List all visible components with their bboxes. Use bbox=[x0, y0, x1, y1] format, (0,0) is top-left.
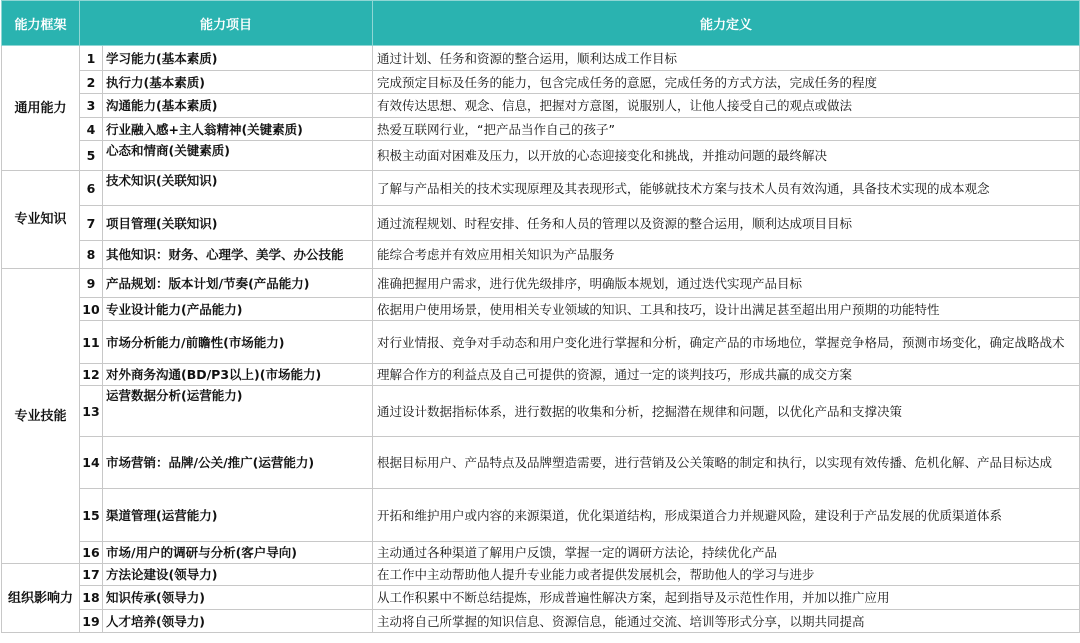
table-row bbox=[2, 171, 1080, 206]
definition-cell: 主动将自己所掌握的知识信息、资源信息，能通过交流、培训等形式分享，以期共同提高 bbox=[373, 610, 1080, 633]
definition-cell: 主动通过各种渠道了解用户反馈，掌握一定的调研方法论，持续优化产品 bbox=[373, 542, 1080, 564]
header-framework: 能力框架 bbox=[2, 1, 80, 46]
table-row bbox=[2, 71, 1080, 94]
item-cell: 市场分析能力/前瞻性(市场能力) bbox=[103, 321, 373, 364]
definition-cell: 通过计划、任务和资源的整合运用，顺利达成工作目标 bbox=[373, 46, 1080, 71]
definition-cell: 理解合作方的利益点及自己可提供的资源，通过一定的谈判技巧，形成共赢的成交方案 bbox=[373, 364, 1080, 386]
table-row bbox=[2, 206, 1080, 241]
table-row bbox=[2, 46, 1080, 71]
item-cell: 沟通能力(基本素质) bbox=[103, 94, 373, 118]
item-cell: 专业设计能力(产品能力) bbox=[103, 298, 373, 321]
header-item: 能力项目 bbox=[80, 1, 373, 46]
item-cell: 人才培养(领导力) bbox=[103, 610, 373, 633]
row-number: 8 bbox=[80, 241, 103, 269]
row-number: 13 bbox=[80, 386, 103, 437]
item-cell: 产品规划：版本计划/节奏(产品能力) bbox=[103, 269, 373, 298]
definition-cell: 根据目标用户、产品特点及品牌塑造需要，进行营销及公关策略的制定和执行，以实现有效传播、危机化解、产品目标达成 bbox=[373, 437, 1080, 489]
definition-cell: 开拓和维护用户或内容的来源渠道，优化渠道结构，形成渠道合力并规避风险，建设利于产品发展的优质渠道体系 bbox=[373, 489, 1080, 542]
definition-cell: 在工作中主动帮助他人提升专业能力或者提供发展机会，帮助他人的学习与进步 bbox=[373, 564, 1080, 586]
item-cell: 市场/用户的调研与分析(客户导向) bbox=[103, 542, 373, 564]
framework-cell-general: 通用能力 bbox=[2, 46, 80, 171]
definition-cell: 准确把握用户需求，进行优先级排序，明确版本规划，通过迭代实现产品目标 bbox=[373, 269, 1080, 298]
table-row bbox=[2, 241, 1080, 269]
row-number: 1 bbox=[80, 46, 103, 71]
definition-cell: 有效传达思想、观念、信息，把握对方意图，说服别人，让他人接受自己的观点或做法 bbox=[373, 94, 1080, 118]
item-cell: 市场营销：品牌/公关/推广(运营能力) bbox=[103, 437, 373, 489]
item-cell: 对外商务沟通(BD/P3以上)(市场能力) bbox=[103, 364, 373, 386]
item-cell: 运营数据分析(运营能力) bbox=[103, 386, 373, 437]
definition-cell: 积极主动面对困难及压力，以开放的心态迎接变化和挑战，并推动问题的最终解决 bbox=[373, 141, 1080, 171]
item-cell: 知识传承(领导力) bbox=[103, 586, 373, 610]
row-number: 10 bbox=[80, 298, 103, 321]
item-cell: 项目管理(关联知识) bbox=[103, 206, 373, 241]
table-row bbox=[2, 386, 1080, 437]
row-number: 11 bbox=[80, 321, 103, 364]
item-cell: 技术知识(关联知识) bbox=[103, 171, 373, 206]
framework-cell-influence: 组织影响力 bbox=[2, 564, 80, 633]
header-row bbox=[2, 1, 1080, 46]
item-cell: 行业融入感+主人翁精神(关键素质) bbox=[103, 118, 373, 141]
definition-cell: 热爱互联网行业，“把产品当作自己的孩子” bbox=[373, 118, 1080, 141]
table-row bbox=[2, 141, 1080, 171]
row-number: 3 bbox=[80, 94, 103, 118]
table-row bbox=[2, 321, 1080, 364]
row-number: 15 bbox=[80, 489, 103, 542]
competency-table bbox=[1, 0, 1080, 633]
row-number: 17 bbox=[80, 564, 103, 586]
row-number: 14 bbox=[80, 437, 103, 489]
table-row bbox=[2, 269, 1080, 298]
row-number: 12 bbox=[80, 364, 103, 386]
table-row bbox=[2, 586, 1080, 610]
row-number: 16 bbox=[80, 542, 103, 564]
definition-cell: 了解与产品相关的技术实现原理及其表现形式，能够就技术方案与技术人员有效沟通，具备技术实现的成本观念 bbox=[373, 171, 1080, 206]
item-cell: 其他知识：财务、心理学、美学、办公技能 bbox=[103, 241, 373, 269]
row-number: 18 bbox=[80, 586, 103, 610]
item-cell: 渠道管理(运营能力) bbox=[103, 489, 373, 542]
item-cell: 方法论建设(领导力) bbox=[103, 564, 373, 586]
definition-cell: 通过设计数据指标体系，进行数据的收集和分析，挖掘潜在规律和问题，以优化产品和支撑决策 bbox=[373, 386, 1080, 437]
header-definition: 能力定义 bbox=[373, 1, 1080, 46]
framework-cell-skills: 专业技能 bbox=[2, 269, 80, 564]
table-row bbox=[2, 610, 1080, 633]
table-row bbox=[2, 298, 1080, 321]
table-row bbox=[2, 489, 1080, 542]
definition-cell: 能综合考虑并有效应用相关知识为产品服务 bbox=[373, 241, 1080, 269]
item-cell: 心态和情商(关键素质) bbox=[103, 141, 373, 171]
definition-cell: 从工作积累中不断总结提炼，形成普遍性解决方案，起到指导及示范性作用，并加以推广应用 bbox=[373, 586, 1080, 610]
table-row bbox=[2, 118, 1080, 141]
framework-cell-knowledge: 专业知识 bbox=[2, 171, 80, 269]
row-number: 19 bbox=[80, 610, 103, 633]
definition-cell: 对行业情报、竞争对手动态和用户变化进行掌握和分析，确定产品的市场地位，掌握竞争格局，预测市场变化，确定战略战术 bbox=[373, 321, 1080, 364]
item-cell: 执行力(基本素质) bbox=[103, 71, 373, 94]
table-row bbox=[2, 437, 1080, 489]
row-number: 7 bbox=[80, 206, 103, 241]
definition-cell: 通过流程规划、时程安排、任务和人员的管理以及资源的整合运用，顺利达成项目目标 bbox=[373, 206, 1080, 241]
row-number: 5 bbox=[80, 141, 103, 171]
row-number: 2 bbox=[80, 71, 103, 94]
row-number: 9 bbox=[80, 269, 103, 298]
table-row bbox=[2, 542, 1080, 564]
table-row bbox=[2, 564, 1080, 586]
table-row bbox=[2, 364, 1080, 386]
row-number: 4 bbox=[80, 118, 103, 141]
definition-cell: 依据用户使用场景，使用相关专业领域的知识、工具和技巧，设计出满足甚至超出用户预期的功能特性 bbox=[373, 298, 1080, 321]
row-number: 6 bbox=[80, 171, 103, 206]
definition-cell: 完成预定目标及任务的能力，包含完成任务的意愿，完成任务的方式方法，完成任务的程度 bbox=[373, 71, 1080, 94]
table-row bbox=[2, 94, 1080, 118]
item-cell: 学习能力(基本素质) bbox=[103, 46, 373, 71]
